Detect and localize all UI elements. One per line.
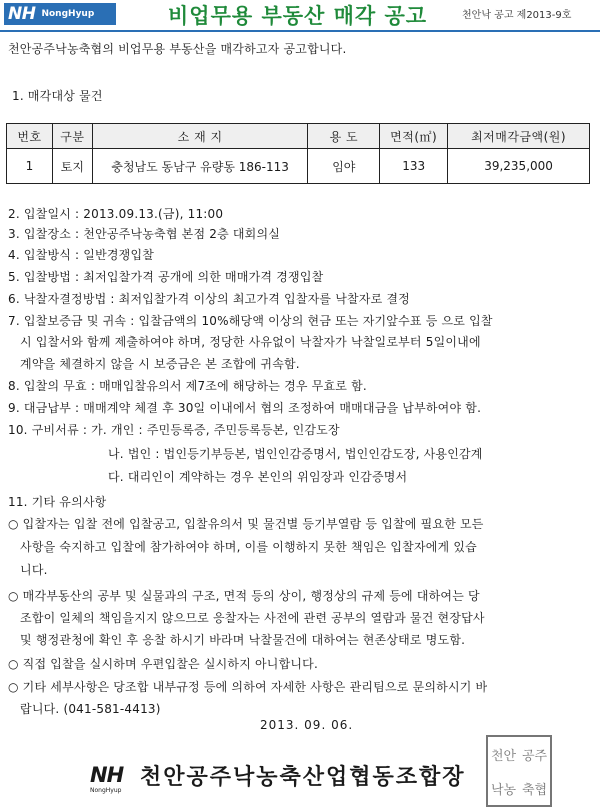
item-winner-decision: 6. 낙찰자결정방법 : 최저입찰가격 이상의 최고가격 입찰자를 낙찰자로 결정: [8, 292, 410, 306]
col-header-min-price: 최저매각금액(원): [448, 124, 590, 149]
item-documents-agent: 다. 대리인이 계약하는 경우 본인의 위임장과 인감증명서: [108, 470, 408, 484]
footer-logo-mark: NH: [90, 763, 124, 787]
official-seal-stamp: [486, 735, 552, 807]
notice-number: 천안낙 공고 제2013-9호: [462, 10, 572, 21]
item-documents-corporate: 나. 법인 : 법인등기부등본, 법인인감증명서, 법인인감도장, 사용인감계: [108, 447, 483, 461]
item-deposit-line-2: 시 입찰서와 함께 제출하여야 하며, 정당한 사유없이 낙찰자가 낙찰일로부터 5일이내에: [8, 335, 481, 349]
header-divider: [0, 30, 600, 32]
logo-subtext: NongHyup: [41, 9, 95, 19]
cell-location: 충청남도 동남구 유량동 186-113: [92, 149, 308, 184]
cell-number: 1: [7, 149, 53, 184]
item-payment: 9. 대금납부 : 매매계약 체결 후 30일 이내에서 협의 조정하여 매매대금을 납부하여야 함.: [8, 401, 482, 415]
cell-min-price: 39,235,000: [448, 149, 590, 184]
item-bid-location: 3. 입찰장소 : 천안공주낙농축협 본점 2층 대회의실: [8, 227, 281, 241]
note-4-line-1: ○ 기타 세부사항은 당조합 내부규정 등에 의하여 자세한 사항은 관리팀으로 문의하시기 바: [8, 680, 488, 694]
item-bid-procedure: 5. 입찰방법 : 최저입찰가격 공개에 의한 매매가격 경쟁입찰: [8, 270, 324, 284]
note-1-line-3: 니다.: [8, 563, 48, 577]
intro-text: 천안공주낙농축협의 비업무용 부동산을 매각하고자 공고합니다.: [8, 42, 347, 56]
note-3: ○ 직접 입찰을 실시하며 우편입찰은 실시하지 아니합니다.: [8, 657, 318, 671]
item-documents-individual: 10. 구비서류 : 가. 개인 : 주민등록증, 주민등록등본, 인감도장: [8, 423, 340, 437]
note-1-line-2: 사항을 숙지하고 입찰에 참가하여야 하며, 이를 이행하지 못한 책임은 입찰자에게 있습: [8, 540, 477, 554]
organization-name: 천안공주낙농축산업협동조합장: [140, 765, 466, 790]
section-11-title: 11. 기타 유의사항: [8, 495, 107, 509]
item-bid-invalid: 8. 입찰의 무효 : 매매입찰유의서 제7조에 해당하는 경우 무효로 함.: [8, 379, 367, 393]
stamp-char: 축협: [521, 782, 548, 798]
col-header-type: 구분: [52, 124, 92, 149]
item-bid-datetime: 2. 입찰일시 : 2013.09.13.(금), 11:00: [8, 207, 224, 221]
cell-type: 토지: [52, 149, 92, 184]
stamp-char: 낙농: [490, 782, 517, 798]
notice-title: 비업무용 부동산 매각 공고: [168, 4, 428, 28]
notice-date: 2013. 09. 06.: [260, 718, 354, 732]
cell-usage: 임야: [308, 149, 380, 184]
col-header-location: 소 재 지: [92, 124, 308, 149]
stamp-char: 공주: [521, 748, 548, 764]
item-deposit-line-3: 계약을 체결하지 않을 시 보증금은 본 조합에 귀속함.: [8, 357, 300, 371]
logo-mark: NH: [8, 4, 36, 24]
item-deposit-line-1: 7. 입찰보증금 및 귀속 : 입찰금액의 10%해당액 이상의 현금 또는 자기앞수표 등 으로 입찰: [8, 314, 493, 328]
property-table: [6, 123, 590, 184]
stamp-char: 천안: [490, 748, 517, 764]
nh-logo: [4, 3, 116, 25]
col-header-area: 면적(㎡): [380, 124, 448, 149]
note-2-line-3: 및 행정관청에 확인 후 응찰 하시기 바라며 낙찰물건에 대하여는 현존상태로 명도함.: [8, 633, 466, 647]
col-header-usage: 용 도: [308, 124, 380, 149]
note-2-line-1: ○ 매각부동산의 공부 및 실물과의 구조, 면적 등의 상이, 행정상의 규제 등에 대하여는 당: [8, 589, 480, 603]
footer-nh-logo: [90, 763, 124, 794]
note-4-line-2: 랍니다. (041-581-4413): [8, 702, 161, 716]
header: [0, 0, 600, 30]
note-1-line-1: ○ 입찰자는 입찰 전에 입찰공고, 입찰유의서 및 물건별 등기부열람 등 입찰에 필요한 모든: [8, 517, 484, 531]
section-1-title: 1. 매각대상 물건: [12, 89, 103, 103]
item-bid-method-type: 4. 입찰방식 : 일반경쟁입찰: [8, 248, 155, 262]
table-header-row: [7, 124, 590, 149]
table-row: [7, 149, 590, 184]
footer-logo-subtext: NongHyup: [90, 787, 122, 794]
cell-area: 133: [380, 149, 448, 184]
note-2-line-2: 조합이 일체의 책임을지지 않으므로 응찰자는 사전에 관련 공부의 열람과 물건 현장답사: [8, 611, 485, 625]
col-header-number: 번호: [7, 124, 53, 149]
